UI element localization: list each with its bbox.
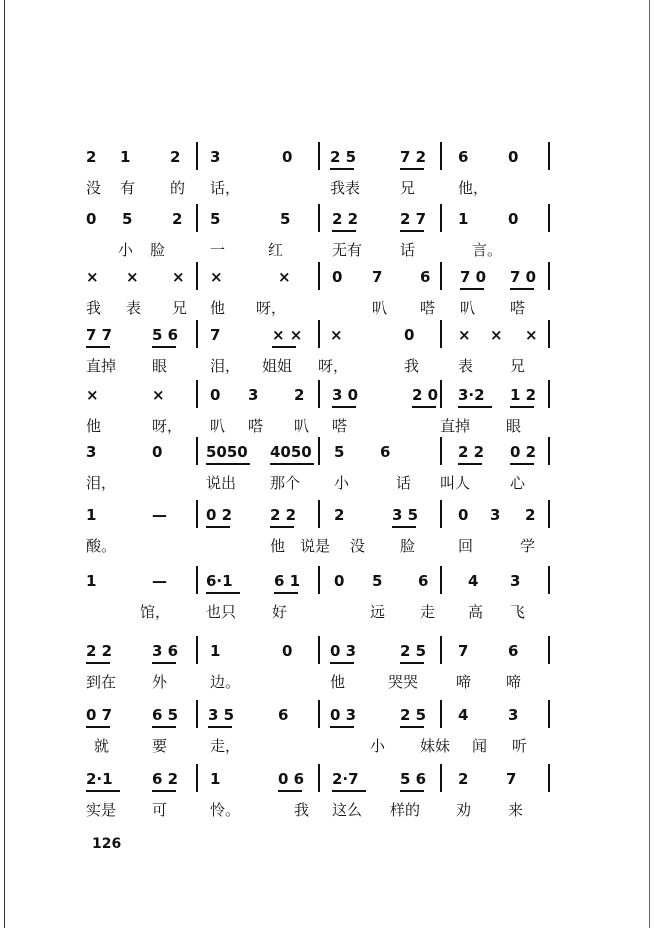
lyric-syllable: 小 xyxy=(118,241,134,259)
note-group: 0 xyxy=(152,443,163,461)
lyric-syllable: 我 xyxy=(404,357,420,375)
lyric-syllable: 闻 xyxy=(472,737,488,755)
bar-line xyxy=(318,204,320,232)
note-group: × xyxy=(490,326,503,344)
note-group: 3 0 xyxy=(332,386,359,404)
lyric-syllable: 兄 xyxy=(400,179,416,197)
bar-line xyxy=(196,262,198,290)
score-system xyxy=(0,268,655,328)
lyric-syllable: 他 xyxy=(270,537,286,555)
lyric-syllable: 无有 xyxy=(332,241,363,259)
lyric-syllable: 话 xyxy=(396,474,412,492)
bar-line xyxy=(440,700,442,728)
note-group: 4050 xyxy=(270,443,312,461)
score-system xyxy=(0,386,655,446)
lyric-syllable: 馆， xyxy=(140,603,171,621)
note-group: 5 6 xyxy=(152,326,179,344)
lyric-syllable: 他 xyxy=(330,673,346,691)
lyric-syllable: 呀， xyxy=(318,357,349,375)
lyric-syllable: 小 xyxy=(334,474,350,492)
lyric-syllable: 这么 xyxy=(332,801,363,819)
beam-underline xyxy=(274,592,298,594)
lyric-syllable: 听 xyxy=(512,737,528,755)
note-group: 6 xyxy=(508,642,519,660)
note-group: 3·2 xyxy=(458,386,485,404)
bar-line xyxy=(196,380,198,408)
note-group: 4 xyxy=(458,706,469,724)
beam-underline xyxy=(152,662,176,664)
note-group: 3 xyxy=(508,706,519,724)
note-group: 0 xyxy=(334,572,345,590)
lyric-syllable: 没 xyxy=(350,537,366,555)
note-group: 2 5 xyxy=(400,642,427,660)
bar-line xyxy=(196,500,198,528)
beam-underline xyxy=(332,230,356,232)
lyric-syllable: 要 xyxy=(152,737,168,755)
lyric-syllable: 表 xyxy=(458,357,474,375)
bar-line xyxy=(196,566,198,594)
note-group: 2 xyxy=(86,148,97,166)
lyric-syllable: 妹妹 xyxy=(420,737,451,755)
note-group: 0 3 xyxy=(330,642,357,660)
lyric-syllable: 言。 xyxy=(472,241,503,259)
lyric-syllable: 呀， xyxy=(256,299,287,317)
lyric-syllable: 到在 xyxy=(86,673,117,691)
beam-underline xyxy=(400,726,424,728)
note-group: 2 7 xyxy=(400,210,427,228)
bar-line xyxy=(196,437,198,465)
bar-line xyxy=(318,380,320,408)
score-system xyxy=(0,326,655,386)
note-group: 5 xyxy=(372,572,383,590)
note-group: 2 xyxy=(334,506,345,524)
beam-underline xyxy=(270,463,314,465)
note-group: 0 xyxy=(86,210,97,228)
lyric-syllable: 脸 xyxy=(400,537,416,555)
note-group: 5 6 xyxy=(400,770,427,788)
lyric-syllable: 说出 xyxy=(206,474,237,492)
lyric-syllable: 走， xyxy=(210,737,241,755)
score-system xyxy=(0,642,655,702)
note-group: 5 xyxy=(122,210,133,228)
note-group: × xyxy=(126,268,139,286)
beam-underline xyxy=(270,526,294,528)
beam-underline xyxy=(510,288,534,290)
bar-line xyxy=(440,566,442,594)
note-group: × xyxy=(210,268,223,286)
note-group: 7 xyxy=(458,642,469,660)
note-group: 0 xyxy=(508,148,519,166)
note-group: — xyxy=(152,506,167,524)
note-group: 5 xyxy=(334,443,345,461)
note-group: × xyxy=(278,268,291,286)
beam-underline xyxy=(510,463,534,465)
note-group: 2 xyxy=(172,210,183,228)
note-group: 0 xyxy=(332,268,343,286)
lyric-syllable: 样的 xyxy=(390,801,421,819)
note-group: 3 xyxy=(510,572,521,590)
note-group: × xyxy=(458,326,471,344)
note-group: 2 xyxy=(525,506,536,524)
note-group: 5 xyxy=(210,210,221,228)
beam-underline xyxy=(332,406,356,408)
note-group: 0 xyxy=(282,642,293,660)
note-group: 3 6 xyxy=(152,642,179,660)
beam-underline xyxy=(510,406,534,408)
lyric-syllable: 嗒 xyxy=(420,299,436,317)
beam-underline xyxy=(400,168,424,170)
lyric-syllable: 话 xyxy=(400,241,416,259)
beam-underline xyxy=(400,790,424,792)
note-group: 2 0 xyxy=(412,386,439,404)
note-group: 7 0 xyxy=(510,268,537,286)
beam-underline xyxy=(206,463,250,465)
note-group: 1 xyxy=(210,770,221,788)
note-group: 3 xyxy=(490,506,501,524)
lyric-syllable: 表 xyxy=(126,299,142,317)
score-system xyxy=(0,506,655,566)
score-system xyxy=(0,443,655,503)
note-group: × xyxy=(86,268,99,286)
lyric-syllable: 嗒 xyxy=(510,299,526,317)
lyric-syllable: 有 xyxy=(120,179,136,197)
lyric-syllable: 嗒 xyxy=(248,417,264,435)
note-group: 0 3 xyxy=(330,706,357,724)
lyric-syllable: 哭哭 xyxy=(388,673,419,691)
bar-line xyxy=(318,142,320,170)
note-group: 2·7 xyxy=(332,770,359,788)
bar-line xyxy=(548,262,550,290)
bar-line xyxy=(318,500,320,528)
lyric-syllable: 好 xyxy=(272,603,288,621)
lyric-syllable: 啼 xyxy=(456,673,472,691)
note-group: 0 2 xyxy=(510,443,537,461)
bar-line xyxy=(440,437,442,465)
lyric-syllable: 回 xyxy=(458,537,474,555)
lyric-syllable: 他 xyxy=(210,299,226,317)
beam-underline xyxy=(278,790,302,792)
note-group: 7 0 xyxy=(460,268,487,286)
note-group: 0 7 xyxy=(86,706,113,724)
bar-line xyxy=(440,262,442,290)
bar-line xyxy=(440,764,442,792)
bar-line xyxy=(440,204,442,232)
lyric-syllable: 边。 xyxy=(210,673,241,691)
lyric-syllable: 实是 xyxy=(86,801,117,819)
lyric-syllable: 姐姐 xyxy=(262,357,293,375)
note-group: 2·1 xyxy=(86,770,113,788)
beam-underline xyxy=(206,526,230,528)
bar-line xyxy=(548,380,550,408)
bar-line xyxy=(548,764,550,792)
lyric-syllable: 可 xyxy=(152,801,168,819)
note-group: 1 xyxy=(210,642,221,660)
beam-underline xyxy=(330,662,354,664)
lyric-syllable: 一 xyxy=(210,241,226,259)
lyric-syllable: 眼 xyxy=(152,357,168,375)
lyric-syllable: 直掉 xyxy=(86,357,117,375)
bar-line xyxy=(196,204,198,232)
lyric-syllable: 的 xyxy=(170,179,186,197)
lyric-syllable: 飞 xyxy=(510,603,526,621)
note-group: 1 xyxy=(86,572,97,590)
note-group: 2 2 xyxy=(332,210,359,228)
note-group: 6·1 xyxy=(206,572,233,590)
lyric-syllable: 呀， xyxy=(152,417,183,435)
note-group: 1 xyxy=(120,148,131,166)
bar-line xyxy=(440,320,442,348)
lyric-syllable: 红 xyxy=(268,241,284,259)
note-group: 3 xyxy=(210,148,221,166)
bar-line xyxy=(548,636,550,664)
score-system xyxy=(0,706,655,766)
note-group: 4 xyxy=(468,572,479,590)
beam-underline xyxy=(400,662,424,664)
bar-line xyxy=(548,204,550,232)
beam-underline xyxy=(272,346,296,348)
note-group: 2 2 xyxy=(86,642,113,660)
note-group: 2 5 xyxy=(330,148,357,166)
lyric-syllable: 我表 xyxy=(330,179,361,197)
lyric-syllable: 来 xyxy=(508,801,524,819)
lyric-syllable: 泪， xyxy=(86,474,117,492)
beam-underline xyxy=(86,662,110,664)
lyric-syllable: 兄 xyxy=(510,357,526,375)
beam-underline xyxy=(86,790,120,792)
lyric-syllable: 他 xyxy=(86,417,102,435)
note-group: × × xyxy=(272,326,303,344)
note-group: 7 2 xyxy=(400,148,427,166)
note-group: 6 xyxy=(380,443,391,461)
beam-underline xyxy=(392,526,416,528)
note-group: — xyxy=(152,572,167,590)
note-group: 5 xyxy=(280,210,291,228)
bar-line xyxy=(440,142,442,170)
beam-underline xyxy=(460,288,484,290)
lyric-syllable: 泪， xyxy=(210,357,241,375)
note-group: 2 xyxy=(170,148,181,166)
bar-line xyxy=(318,320,320,348)
beam-underline xyxy=(152,790,176,792)
note-group: 2 5 xyxy=(400,706,427,724)
lyric-syllable: 叭 xyxy=(294,417,310,435)
bar-line xyxy=(440,636,442,664)
bar-line xyxy=(548,320,550,348)
bar-line xyxy=(318,566,320,594)
lyric-syllable: 那个 xyxy=(270,474,301,492)
bar-line xyxy=(548,437,550,465)
note-group: 0 xyxy=(458,506,469,524)
note-group: 2 2 xyxy=(270,506,297,524)
lyric-syllable: 嗒 xyxy=(332,417,348,435)
lyric-syllable: 就 xyxy=(94,737,110,755)
note-group: × xyxy=(330,326,343,344)
note-group: 2 xyxy=(294,386,305,404)
beam-underline xyxy=(206,592,240,594)
beam-underline xyxy=(208,726,232,728)
bar-line xyxy=(196,636,198,664)
bar-line xyxy=(318,764,320,792)
bar-line xyxy=(196,142,198,170)
beam-underline xyxy=(86,346,110,348)
note-group: 3 5 xyxy=(392,506,419,524)
lyric-syllable: 眼 xyxy=(506,417,522,435)
note-group: 1 xyxy=(86,506,97,524)
note-group: 6 xyxy=(278,706,289,724)
lyric-syllable: 外 xyxy=(152,673,168,691)
beam-underline xyxy=(152,346,176,348)
note-group: 0 xyxy=(210,386,221,404)
beam-underline xyxy=(332,790,366,792)
note-group: 7 xyxy=(210,326,221,344)
beam-underline xyxy=(400,230,424,232)
lyric-syllable: 劝 xyxy=(456,801,472,819)
note-group: 3 xyxy=(248,386,259,404)
score-system xyxy=(0,572,655,632)
beam-underline xyxy=(412,406,436,408)
note-group: 2 2 xyxy=(458,443,485,461)
bar-line xyxy=(318,700,320,728)
lyric-syllable: 叭 xyxy=(210,417,226,435)
score-system xyxy=(0,770,655,830)
note-group: 0 xyxy=(282,148,293,166)
lyric-syllable: 兄 xyxy=(172,299,188,317)
lyric-syllable: 我 xyxy=(86,299,102,317)
page-number: 126 xyxy=(92,836,122,852)
note-group: 0 xyxy=(404,326,415,344)
note-group: 6 2 xyxy=(152,770,179,788)
bar-line xyxy=(548,142,550,170)
bar-line xyxy=(196,320,198,348)
note-group: 3 5 xyxy=(208,706,235,724)
bar-line xyxy=(318,437,320,465)
lyric-syllable: 话， xyxy=(210,179,241,197)
note-group: 1 xyxy=(458,210,469,228)
note-group: 0 xyxy=(508,210,519,228)
note-group: × xyxy=(525,326,538,344)
note-group: 0 6 xyxy=(278,770,305,788)
lyric-syllable: 我 xyxy=(294,801,310,819)
note-group: × xyxy=(86,386,99,404)
lyric-syllable: 直掉 xyxy=(440,417,471,435)
note-group: × xyxy=(172,268,185,286)
beam-underline xyxy=(330,726,354,728)
note-group: 2 xyxy=(458,770,469,788)
note-group: 3 xyxy=(86,443,97,461)
lyric-syllable: 脸 xyxy=(150,241,166,259)
beam-underline xyxy=(86,726,110,728)
score-system xyxy=(0,210,655,270)
bar-line xyxy=(548,500,550,528)
note-group: 6 xyxy=(420,268,431,286)
lyric-syllable: 说是 xyxy=(300,537,331,555)
bar-line xyxy=(196,764,198,792)
bar-line xyxy=(440,380,442,408)
note-group: × xyxy=(152,386,165,404)
lyric-syllable: 学 xyxy=(520,537,536,555)
note-group: 5050 xyxy=(206,443,248,461)
lyric-syllable: 高 xyxy=(468,603,484,621)
bar-line xyxy=(196,700,198,728)
lyric-syllable: 啼 xyxy=(506,673,522,691)
beam-underline xyxy=(458,406,492,408)
lyric-syllable: 远 xyxy=(370,603,386,621)
note-group: 7 xyxy=(506,770,517,788)
lyric-syllable: 叭 xyxy=(460,299,476,317)
note-group: 7 7 xyxy=(86,326,113,344)
lyric-syllable: 怜。 xyxy=(210,801,241,819)
bar-line xyxy=(548,566,550,594)
note-group: 7 xyxy=(372,268,383,286)
note-group: 1 2 xyxy=(510,386,537,404)
lyric-syllable: 他， xyxy=(458,179,489,197)
note-group: 0 2 xyxy=(206,506,233,524)
note-group: 6 xyxy=(418,572,429,590)
note-group: 6 5 xyxy=(152,706,179,724)
bar-line xyxy=(440,500,442,528)
bar-line xyxy=(548,700,550,728)
beam-underline xyxy=(458,463,482,465)
lyric-syllable: 没 xyxy=(86,179,102,197)
bar-line xyxy=(318,262,320,290)
lyric-syllable: 心 xyxy=(510,474,526,492)
lyric-syllable: 小 xyxy=(370,737,386,755)
beam-underline xyxy=(330,168,354,170)
beam-underline xyxy=(152,726,176,728)
note-group: 6 xyxy=(458,148,469,166)
lyric-syllable: 走 xyxy=(420,603,436,621)
lyric-syllable: 酸。 xyxy=(86,537,117,555)
bar-line xyxy=(318,636,320,664)
lyric-syllable: 叭 xyxy=(372,299,388,317)
lyric-syllable: 叫人 xyxy=(440,474,471,492)
note-group: 6 1 xyxy=(274,572,301,590)
score-system xyxy=(0,148,655,208)
lyric-syllable: 也只 xyxy=(206,603,237,621)
